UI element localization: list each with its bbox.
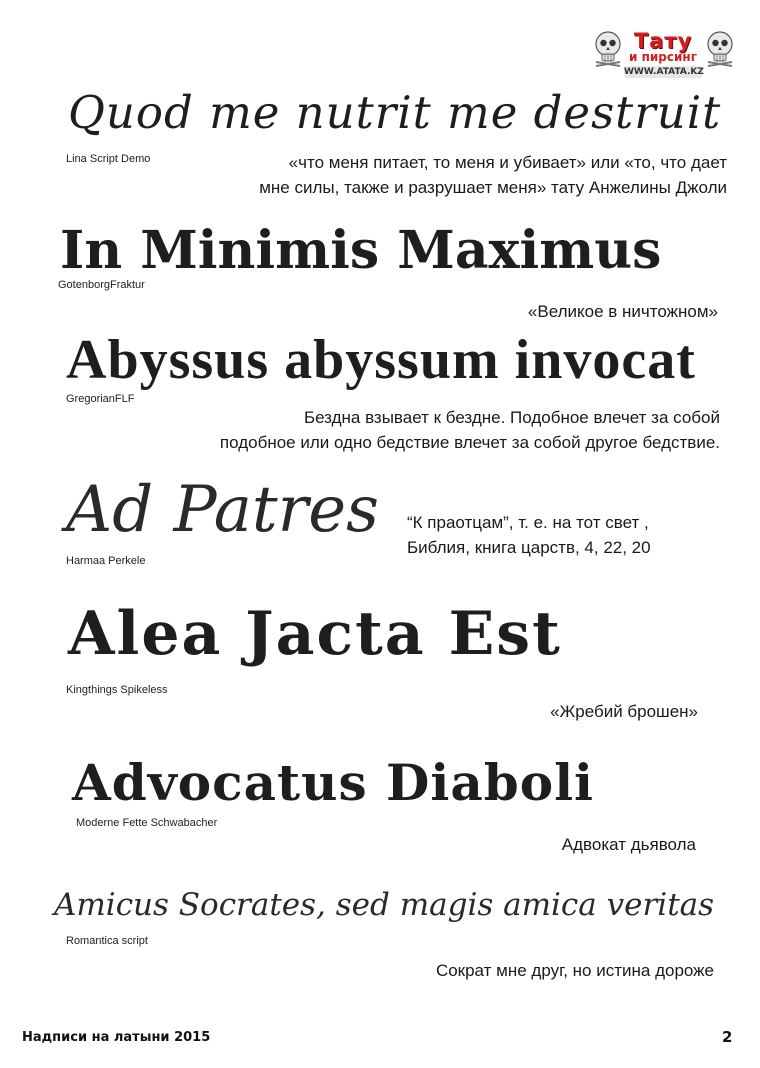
- font-label-3: GregorianFLF: [66, 393, 135, 405]
- latin-phrase-5: Alea Jacta Est: [68, 599, 562, 669]
- latin-phrase-6: Advocatus Diaboli: [72, 753, 595, 812]
- translation-line: Адвокат дьявола: [561, 835, 696, 854]
- translation-3: [220, 405, 720, 455]
- translation-2: [528, 299, 718, 324]
- translation-line: Сократ мне друг, но истина дороже: [435, 961, 714, 980]
- translation-5: [550, 699, 698, 724]
- latin-phrase-7: Amicus Socrates, sed magis amica veritas: [54, 887, 715, 923]
- latin-phrase-4: Ad Patres: [66, 473, 379, 547]
- translation-4: [407, 510, 651, 560]
- font-label-5: Kingthings Spikeless: [66, 684, 168, 696]
- translation-line: Библия, книга царств, 4, 22, 20: [407, 538, 651, 557]
- skull-icon: [706, 30, 734, 70]
- font-label-7: Romantica script: [66, 935, 148, 947]
- translation-line: мне силы, также и разрушает меня» тату Анжелины Джоли: [259, 178, 727, 197]
- footer-title: Надписи на латыни 2015: [22, 1030, 211, 1045]
- translation-line: «Жребий брошен»: [550, 702, 698, 721]
- translation-line: «Великое в ничтожном»: [527, 302, 718, 321]
- translation-1: [259, 150, 727, 200]
- font-label-2: GotenborgFraktur: [58, 279, 145, 291]
- translation-line: «что меня питает, то меня и убивает» или «то, что дает: [288, 153, 727, 172]
- font-label-4: Harmaa Perkele: [66, 555, 146, 567]
- latin-phrase-3: Abyssus abyssum invocat: [66, 329, 696, 391]
- page-number: 2: [722, 1028, 733, 1046]
- translation-line: Бездна взывает к бездне. Подобное влечет за собой: [303, 408, 720, 427]
- translation-6: [562, 832, 696, 857]
- site-logo: [594, 26, 734, 84]
- translation-7: [436, 958, 714, 983]
- translation-line: подобное или одно бедствие влечет за собой другое бедствие.: [219, 433, 720, 452]
- latin-phrase-1: Quod me nutrit me destruit: [68, 86, 722, 139]
- font-label-1: Lina Script Demo: [66, 153, 151, 165]
- logo-title: Тату: [633, 29, 693, 53]
- logo-subtitle: и пирсинг: [629, 50, 697, 64]
- latin-phrase-2: In Minimis Maximus: [60, 220, 662, 281]
- translation-line: “К праотцам”, т. е. на тот свет ,: [407, 513, 649, 532]
- skull-icon: [594, 30, 622, 70]
- logo-url: WWW.ATATA.KZ: [624, 67, 704, 77]
- font-label-6: Moderne Fette Schwabacher: [76, 817, 218, 829]
